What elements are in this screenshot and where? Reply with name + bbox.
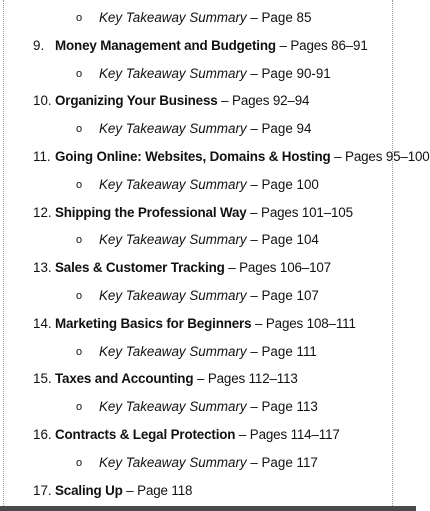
- chapter-number: 15.: [33, 371, 52, 387]
- toc-summary-entry: [0, 8, 416, 36]
- summary-pages: Page 113: [261, 399, 318, 415]
- hollow-bullet-icon: o: [76, 401, 83, 414]
- dash-separator: –: [193, 371, 208, 387]
- dash-separator: –: [246, 343, 262, 359]
- dash-separator: –: [275, 37, 291, 53]
- chapter-number: 11.: [33, 148, 51, 164]
- chapter-line: [55, 147, 430, 167]
- summary-label: Key Takeaway Summary: [99, 10, 247, 25]
- toc-chapter-entry: [0, 369, 416, 397]
- chapter-pages: Pages 86–91: [290, 37, 368, 53]
- chapter-title: Organizing Your Business: [55, 93, 218, 109]
- toc-chapter-entry: [0, 425, 416, 453]
- chapter-line: [55, 258, 331, 278]
- summary-label: Key Takeaway Summary: [99, 65, 247, 81]
- summary-line: [99, 119, 311, 139]
- toc-summary-entry: [0, 397, 416, 425]
- chapter-line: [55, 203, 353, 223]
- toc-chapter-entry: [0, 147, 430, 175]
- toc-summary-entry: [0, 64, 416, 92]
- chapter-title: Sales & Customer Tracking: [55, 260, 225, 276]
- chapter-pages: Pages 92–94: [232, 93, 310, 109]
- summary-label: Key Takeaway Summary: [99, 454, 247, 470]
- hollow-bullet-icon: o: [76, 67, 83, 80]
- toc-summary-entry: [0, 286, 416, 314]
- dash-separator: –: [246, 399, 262, 415]
- hollow-bullet-icon: o: [76, 234, 83, 247]
- hollow-bullet-icon: o: [76, 456, 83, 469]
- toc-summary-entry: [0, 230, 416, 258]
- chapter-number: 13.: [33, 260, 52, 276]
- chapter-number: 16.: [33, 426, 52, 442]
- summary-pages: Page 111: [261, 343, 317, 359]
- chapter-title: Going Online: Websites, Domains & Hosting: [55, 148, 331, 164]
- hollow-bullet-icon: o: [76, 345, 83, 358]
- table-of-contents: [0, 8, 430, 508]
- summary-line: [99, 64, 331, 84]
- summary-line: [99, 342, 317, 362]
- summary-pages: Page 85: [261, 10, 312, 25]
- dash-separator: –: [217, 93, 233, 109]
- chapter-pages: Pages 112–113: [207, 371, 298, 387]
- hollow-bullet-icon: o: [76, 178, 83, 191]
- summary-line: [99, 453, 318, 473]
- chapter-pages: Pages 114–117: [249, 426, 340, 442]
- chapter-line: [55, 314, 356, 334]
- chapter-pages: Pages 101–105: [261, 204, 353, 220]
- chapter-title: Taxes and Accounting: [55, 371, 194, 387]
- toc-summary-entry: [0, 453, 416, 481]
- chapter-title: Money Management and Budgeting: [55, 37, 276, 53]
- summary-line: [99, 175, 319, 195]
- summary-line: [99, 8, 311, 28]
- dash-separator: –: [246, 176, 262, 192]
- chapter-number: 17.: [33, 482, 52, 498]
- chapter-pages: Pages 106–107: [239, 260, 331, 276]
- summary-pages: Page 117: [261, 454, 318, 470]
- dash-separator: –: [330, 148, 346, 164]
- chapter-title: Shipping the Professional Way: [55, 204, 247, 220]
- dash-separator: –: [246, 287, 262, 303]
- chapter-line: [55, 91, 309, 111]
- summary-label: Key Takeaway Summary: [99, 399, 247, 415]
- toc-summary-entry: [0, 119, 416, 147]
- hollow-bullet-icon: o: [76, 289, 83, 302]
- dash-separator: –: [224, 260, 240, 276]
- dash-separator: –: [246, 65, 262, 81]
- toc-summary-entry: [0, 175, 416, 203]
- hollow-bullet-icon: o: [76, 123, 83, 136]
- summary-label: Key Takeaway Summary: [99, 343, 247, 359]
- summary-pages: Page 104: [261, 232, 319, 248]
- dash-separator: –: [246, 454, 262, 470]
- chapter-line: [55, 425, 340, 445]
- toc-summary-entry: [0, 342, 416, 370]
- toc-chapter-entry: [0, 258, 416, 286]
- chapter-number: 14.: [33, 315, 52, 331]
- chapter-pages: Pages 108–111: [265, 315, 356, 331]
- chapter-number: 10.: [33, 93, 52, 109]
- chapter-number: 12.: [33, 204, 52, 220]
- toc-chapter-entry: [0, 481, 416, 509]
- dash-separator: –: [246, 204, 262, 220]
- dash-separator: –: [251, 315, 266, 331]
- summary-pages: Page 100: [261, 176, 319, 192]
- dash-separator: –: [246, 10, 262, 25]
- chapter-line: [55, 481, 192, 501]
- chapter-line: [55, 36, 368, 56]
- toc-chapter-entry: [0, 91, 416, 119]
- summary-label: Key Takeaway Summary: [99, 176, 247, 192]
- summary-line: [99, 286, 319, 306]
- chapter-title: Marketing Basics for Beginners: [55, 315, 252, 331]
- summary-label: Key Takeaway Summary: [99, 121, 247, 137]
- chapter-number: 9.: [33, 37, 45, 53]
- summary-line: [99, 397, 318, 417]
- hollow-bullet-icon: o: [76, 12, 83, 24]
- chapter-line: [55, 369, 298, 389]
- dash-separator: –: [122, 482, 138, 498]
- page-bottom-edge: [0, 506, 416, 511]
- chapter-pages: Pages 95–100: [345, 148, 430, 164]
- summary-pages: Page 94: [261, 121, 312, 137]
- dash-separator: –: [246, 232, 262, 248]
- summary-label: Key Takeaway Summary: [99, 287, 247, 303]
- toc-chapter-entry: [0, 314, 416, 342]
- summary-pages: Page 107: [261, 287, 319, 303]
- summary-label: Key Takeaway Summary: [99, 232, 247, 248]
- dash-separator: –: [235, 426, 250, 442]
- summary-line: [99, 230, 319, 250]
- chapter-title: Contracts & Legal Protection: [55, 426, 236, 442]
- dash-separator: –: [246, 121, 262, 137]
- chapter-pages: Page 118: [137, 482, 193, 498]
- summary-pages: Page 90-91: [261, 65, 331, 81]
- chapter-title: Scaling Up: [55, 482, 123, 498]
- toc-chapter-entry: [0, 36, 416, 64]
- toc-chapter-entry: [0, 203, 416, 231]
